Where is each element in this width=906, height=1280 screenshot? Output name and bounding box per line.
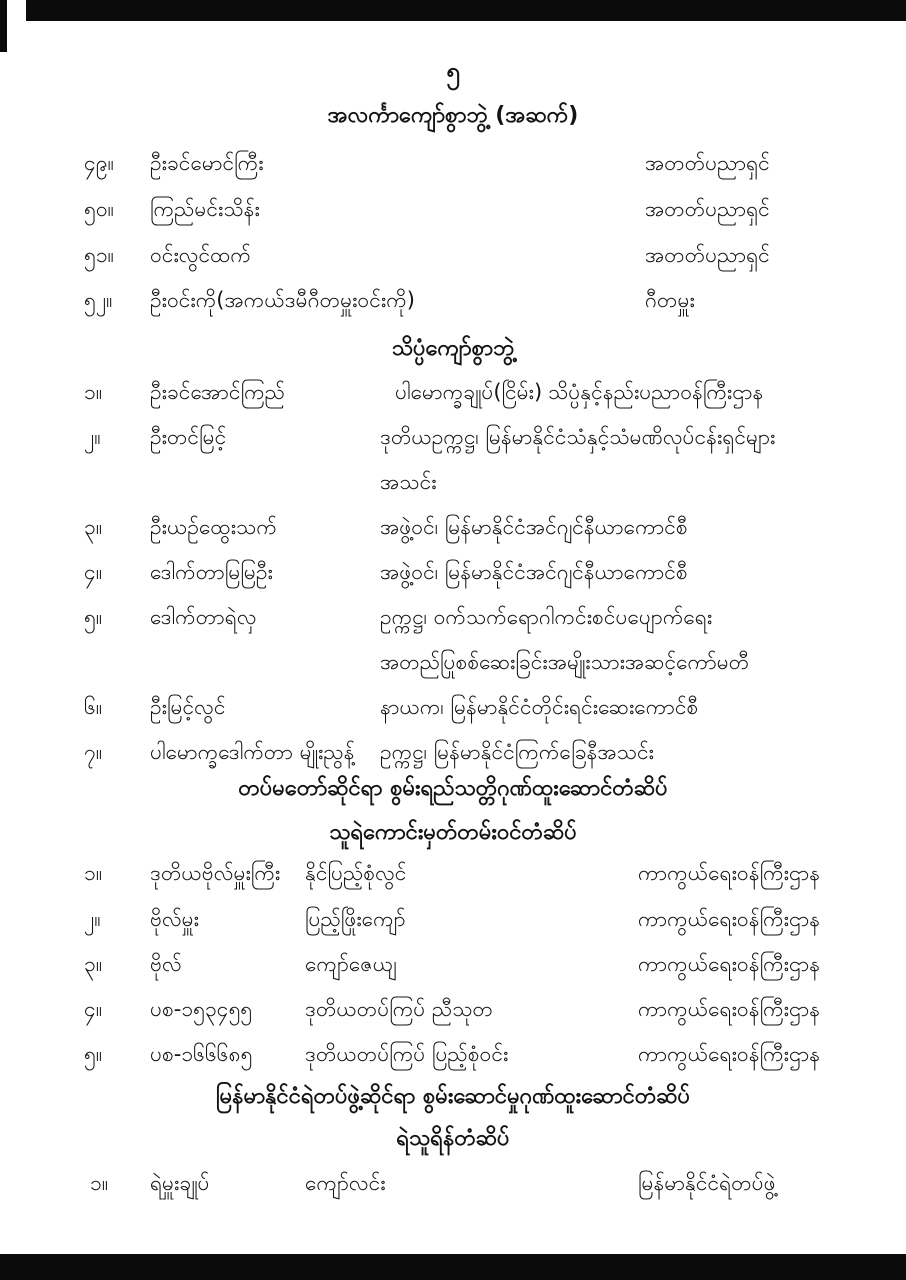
recipient-role-continued: အသင်း bbox=[380, 470, 437, 494]
section-subheading-ye-thurein: ရဲသူရိန်တံဆိပ် bbox=[396, 1126, 510, 1151]
recipient-organization: ကာကွယ်ရေးဝန်ကြီးဌာန bbox=[638, 907, 821, 931]
recipient-role: ဒုတိယဥက္ကဋ္ဌ၊ မြန်မာနိုင်ငံသံနှင့်သံမဏိလုပ်ငန်းရှင်များ bbox=[380, 425, 776, 449]
recipient-name: ဦးတင်မြင့် bbox=[150, 425, 227, 449]
row-number: ၆။ bbox=[84, 695, 103, 719]
recipient-title: အတတ်ပညာရှင် bbox=[645, 197, 770, 221]
table-row bbox=[0, 559, 906, 595]
scan-artifact-top-bar bbox=[26, 0, 906, 21]
table-row bbox=[0, 739, 906, 775]
recipient-role-continued: အတည်ပြုစစ်ဆေးခြင်းအမျိုးသားအဆင့်ကော်မတီ bbox=[380, 650, 750, 674]
table-row bbox=[0, 604, 906, 640]
table-row bbox=[0, 196, 906, 232]
row-number: ၃။ bbox=[84, 952, 103, 976]
recipient-name: နိုင်ပြည့်စုံလွင် bbox=[305, 861, 407, 885]
row-number: ၁။ bbox=[84, 380, 103, 404]
recipient-organization: သိပ္ပံနှင့်နည်းပညာဝန်ကြီးဌာန bbox=[548, 380, 764, 404]
recipient-name: ပြည့်ဖြိုးကျော် bbox=[305, 907, 406, 931]
recipient-rank: ဗိုလ်မှူး bbox=[150, 907, 200, 931]
recipient-rank: ဗိုလ် bbox=[150, 952, 182, 976]
row-number: ၁။ bbox=[90, 1171, 109, 1195]
recipient-name: ပါမောက္ခဒေါက်တာ မျိုးညွန့် bbox=[150, 740, 355, 764]
table-row bbox=[0, 996, 906, 1032]
recipient-rank: ရဲမှူးချုပ် bbox=[150, 1171, 210, 1195]
section-heading-alinka: အလင်္ကာကျော်စွာဘွဲ့ (အဆက်) bbox=[327, 103, 579, 128]
recipient-role: ဥက္ကဋ္ဌ၊ မြန်မာနိုင်ငံကြက်ခြေနီအသင်း bbox=[380, 740, 654, 764]
recipient-role: ပါမောက္ခချုပ်(ငြိမ်း) bbox=[395, 380, 543, 404]
section-heading-police: မြန်မာနိုင်ငံရဲတပ်ဖွဲ့ဆိုင်ရာ စွမ်းဆောင်မှုဂုဏ်ထူးဆောင်တံဆိပ် bbox=[215, 1084, 691, 1109]
recipient-name: ကျော်ဇေယျ bbox=[305, 952, 397, 976]
row-continuation bbox=[0, 649, 906, 685]
recipient-name: ကျော်လင်း bbox=[305, 1171, 386, 1195]
recipient-name: ဦးဝင်းကို(အကယ်ဒမီဂီတမှူးဝင်းကို) bbox=[150, 288, 415, 312]
table-row bbox=[0, 1041, 906, 1077]
recipient-name: ကြည်မင်းသိန်း bbox=[150, 197, 260, 221]
row-number: ၄။ bbox=[84, 997, 103, 1021]
page-number: ၅ bbox=[446, 57, 460, 85]
recipient-name: ဦးမြင့်လွင် bbox=[150, 695, 226, 719]
row-number: ၄၉။ bbox=[84, 151, 114, 175]
table-row bbox=[0, 242, 906, 278]
recipient-name: ဒေါက်တာရဲလှ bbox=[150, 605, 257, 629]
recipient-organization: ကာကွယ်ရေးဝန်ကြီးဌာန bbox=[638, 1042, 821, 1066]
section-heading-tatmadaw: တပ်မတော်ဆိုင်ရာ စွမ်းရည်သတ္တိဂုဏ်ထူးဆောင်တံဆိပ် bbox=[238, 776, 668, 801]
recipient-name: ဦးခင်မောင်ကြီး bbox=[150, 151, 264, 175]
recipient-name: ဒုတိယတပ်ကြပ် ညီသုတ bbox=[305, 997, 493, 1021]
recipient-title: ဂီတမှူး bbox=[645, 288, 695, 312]
recipient-organization: ကာကွယ်ရေးဝန်ကြီးဌာန bbox=[638, 997, 821, 1021]
recipient-title: အတတ်ပညာရှင် bbox=[645, 243, 770, 267]
recipient-role: နာယက၊ မြန်မာနိုင်ငံတိုင်းရင်းဆေးကောင်စီ bbox=[380, 695, 699, 719]
row-number: ၃။ bbox=[84, 515, 103, 539]
row-number: ၇။ bbox=[84, 740, 103, 764]
recipient-name: ဒုတိယတပ်ကြပ် ပြည့်စုံဝင်း bbox=[305, 1042, 509, 1066]
recipient-role: ဥက္ကဋ္ဌ၊ ဝက်သက်ရောဂါကင်းစင်ပပျောက်ရေး bbox=[380, 605, 713, 629]
row-number: ၂။ bbox=[84, 907, 101, 931]
row-number: ၅။ bbox=[84, 605, 103, 629]
recipient-organization: ကာကွယ်ရေးဝန်ကြီးဌာန bbox=[638, 952, 821, 976]
section-heading-thippan: သိပ္ပံကျော်စွာဘွဲ့ bbox=[391, 336, 515, 361]
table-row bbox=[0, 906, 906, 942]
row-number: ၁။ bbox=[84, 861, 103, 885]
scan-artifact-left-edge bbox=[0, 0, 7, 52]
row-continuation bbox=[0, 469, 906, 505]
recipient-name: ဝင်းလွင်ထက် bbox=[150, 243, 251, 267]
scan-artifact-bottom-bar bbox=[0, 1254, 906, 1280]
table-row bbox=[0, 150, 906, 186]
recipient-role: အဖွဲ့ဝင်၊ မြန်မာနိုင်ငံအင်ဂျင်နီယာကောင်စီ bbox=[380, 515, 688, 539]
recipient-service-number: ပစ-၁၆၆၆၈၅ bbox=[150, 1042, 253, 1066]
table-row bbox=[0, 1170, 906, 1206]
table-row bbox=[0, 287, 906, 323]
row-number: ၂။ bbox=[84, 425, 101, 449]
recipient-organization: မြန်မာနိုင်ငံရဲတပ်ဖွဲ့ bbox=[638, 1171, 776, 1195]
row-number: ၅။ bbox=[84, 1042, 103, 1066]
recipient-name: ဦးယဉ်ထွေးသက် bbox=[150, 515, 277, 539]
recipient-title: အတတ်ပညာရှင် bbox=[645, 151, 770, 175]
recipient-service-number: ပစ-၁၅၃၄၅၅ bbox=[150, 997, 253, 1021]
table-row bbox=[0, 694, 906, 730]
table-row bbox=[0, 379, 906, 415]
row-number: ၅၂။ bbox=[84, 288, 113, 312]
row-number: ၄။ bbox=[84, 560, 103, 584]
table-row bbox=[0, 424, 906, 460]
table-row bbox=[0, 860, 906, 896]
row-number: ၅၁။ bbox=[84, 243, 114, 267]
table-row bbox=[0, 951, 906, 987]
recipient-name: ဒေါက်တာမြမြဦး bbox=[150, 560, 273, 584]
recipient-rank: ဒုတိယဗိုလ်မှူးကြီး bbox=[150, 861, 281, 885]
recipient-name: ဦးခင်အောင်ကြည် bbox=[150, 380, 285, 404]
row-number: ၅၀။ bbox=[84, 197, 114, 221]
section-subheading-thuya: သူရဲကောင်းမှတ်တမ်းဝင်တံဆိပ် bbox=[329, 820, 577, 845]
recipient-organization: ကာကွယ်ရေးဝန်ကြီးဌာန bbox=[638, 861, 821, 885]
table-row bbox=[0, 514, 906, 550]
recipient-role: အဖွဲ့ဝင်၊ မြန်မာနိုင်ငံအင်ဂျင်နီယာကောင်စီ bbox=[380, 560, 688, 584]
